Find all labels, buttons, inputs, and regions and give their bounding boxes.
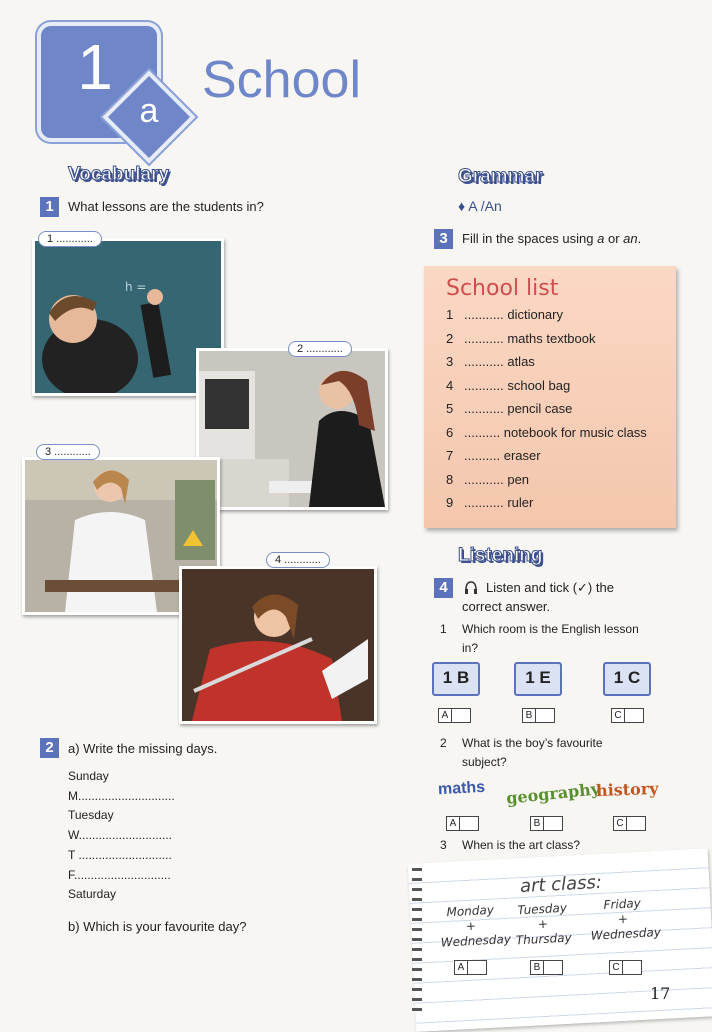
q1-text-1: Which room is the English lesson — [462, 622, 639, 636]
exercise-1-number: 1 — [40, 197, 59, 217]
school-list-item-text: ........... pen — [464, 471, 530, 487]
photo-label-1: 1 ............ — [38, 231, 102, 247]
exercise-4-instruction-2: correct answer. — [462, 599, 551, 614]
q2-number: 2 — [440, 736, 447, 750]
school-list-item[interactable] — [446, 378, 570, 393]
school-list-item-number: 8 — [446, 471, 454, 487]
exercise-4-number: 4 — [434, 578, 453, 598]
q2-text-1: What is the boy’s favourite — [462, 736, 603, 750]
school-list-item[interactable] — [446, 401, 572, 416]
exercise-2-instruction-b: b) Which is your favourite day? — [68, 919, 247, 934]
school-list-item-number: 9 — [446, 495, 454, 510]
page-title: School — [202, 51, 361, 109]
school-list-item-number: 1 — [446, 307, 454, 322]
exercise-3-instruction: Fill in the spaces using a or an. — [462, 231, 642, 246]
day-item[interactable]: M............................. — [68, 788, 175, 803]
art-class-title: art class: — [519, 871, 603, 898]
q1-answer-c[interactable]: C — [611, 708, 644, 721]
exercise-4-instruction-1: Listen and tick (✓) the — [486, 580, 614, 595]
q2-answer-c[interactable]: C — [613, 816, 646, 829]
school-list-title: School list — [446, 276, 559, 301]
school-list-item-text: .......... eraser — [464, 448, 541, 463]
q3-text: When is the art class? — [462, 838, 581, 852]
room-sign-a: 1 B — [432, 662, 480, 696]
exercise-2-instruction-a: a) Write the missing days. — [68, 741, 218, 756]
grammar-heading: Grammar — [458, 166, 543, 187]
q3-answer-a[interactable]: A — [454, 960, 487, 973]
option-c-days: Friday + Wednesday — [590, 896, 662, 943]
day-item[interactable]: W............................ — [68, 828, 173, 843]
school-list-item[interactable] — [446, 495, 533, 510]
exercise-3-number: 3 — [434, 229, 453, 249]
day-item[interactable]: T ............................ — [68, 847, 172, 862]
q2-answer-b[interactable]: B — [530, 816, 563, 829]
exercise-1-instruction: What lessons are the students in? — [68, 199, 264, 214]
page-number: 17 — [650, 984, 671, 1003]
school-list-item[interactable] — [446, 331, 596, 346]
subject-geography: geography — [505, 779, 601, 808]
school-list-item-text: ........... dictionary — [464, 307, 563, 322]
q3-number: 3 — [440, 838, 447, 852]
school-list-item[interactable] — [446, 448, 541, 463]
school-list-item-text: ........... ruler — [464, 495, 534, 510]
vocabulary-heading: Vocabulary — [68, 164, 170, 185]
photo-computer — [196, 348, 388, 510]
photo-flute — [179, 566, 377, 724]
subject-history: history — [595, 778, 659, 801]
svg-text:h =: h = — [125, 280, 147, 294]
photo-label-3: 3 ............ — [36, 444, 100, 460]
q3-answer-c[interactable]: C — [609, 960, 642, 973]
q1-answer-b[interactable]: B — [522, 708, 555, 721]
q2-answer-a[interactable]: A — [446, 816, 479, 829]
q3-answer-b[interactable]: B — [530, 960, 563, 973]
subject-maths: maths — [437, 778, 486, 799]
school-list-card — [424, 266, 676, 528]
school-list-item-number: 7 — [446, 448, 454, 463]
school-list-item-number: 2 — [446, 330, 454, 346]
day-item: Sunday — [68, 769, 109, 783]
q1-number: 1 — [440, 622, 447, 636]
photo-label-2: 2 ............ — [288, 341, 352, 357]
unit-number: 1 — [77, 31, 113, 103]
photo-label-4: 4 ............ — [266, 552, 330, 568]
school-list-item[interactable] — [446, 425, 647, 440]
notebook-spiral — [412, 868, 422, 1018]
q1-answer-a[interactable]: A — [438, 708, 471, 721]
day-item[interactable]: F............................. — [68, 867, 171, 882]
q2-text-2: subject? — [462, 755, 507, 769]
listening-heading: Listening — [458, 545, 543, 566]
option-a-days: Monday + Wednesday — [440, 902, 512, 950]
school-list-item-text: ........... pencil case — [464, 401, 573, 416]
school-list-item-text: .......... notebook for music class — [464, 424, 647, 440]
school-list-item[interactable] — [446, 472, 529, 487]
unit-letter: a — [139, 92, 159, 130]
school-list-item-number: 3 — [446, 354, 454, 369]
school-list-item-text: ........... atlas — [464, 354, 535, 369]
headphones-icon — [464, 581, 478, 594]
exercise-2-number: 2 — [40, 738, 59, 758]
day-item: Saturday — [68, 887, 117, 902]
grammar-point: ♦ A /An — [458, 198, 502, 214]
room-sign-c: 1 C — [603, 662, 651, 696]
option-b-days: Tuesday + Thursday — [515, 900, 572, 948]
q1-text-2: in? — [462, 641, 479, 655]
school-list-item-number: 5 — [446, 401, 454, 416]
school-list-item[interactable] — [446, 354, 535, 369]
school-list-item[interactable] — [446, 307, 563, 322]
day-item: Tuesday — [68, 808, 114, 823]
days-list — [68, 767, 175, 905]
school-list-item-number: 6 — [446, 424, 454, 440]
school-list-item-text: ........... school bag — [464, 377, 571, 393]
school-list-item-number: 4 — [446, 377, 454, 393]
room-sign-b: 1 E — [514, 662, 562, 696]
school-list-item-text: ........... maths textbook — [464, 330, 596, 346]
